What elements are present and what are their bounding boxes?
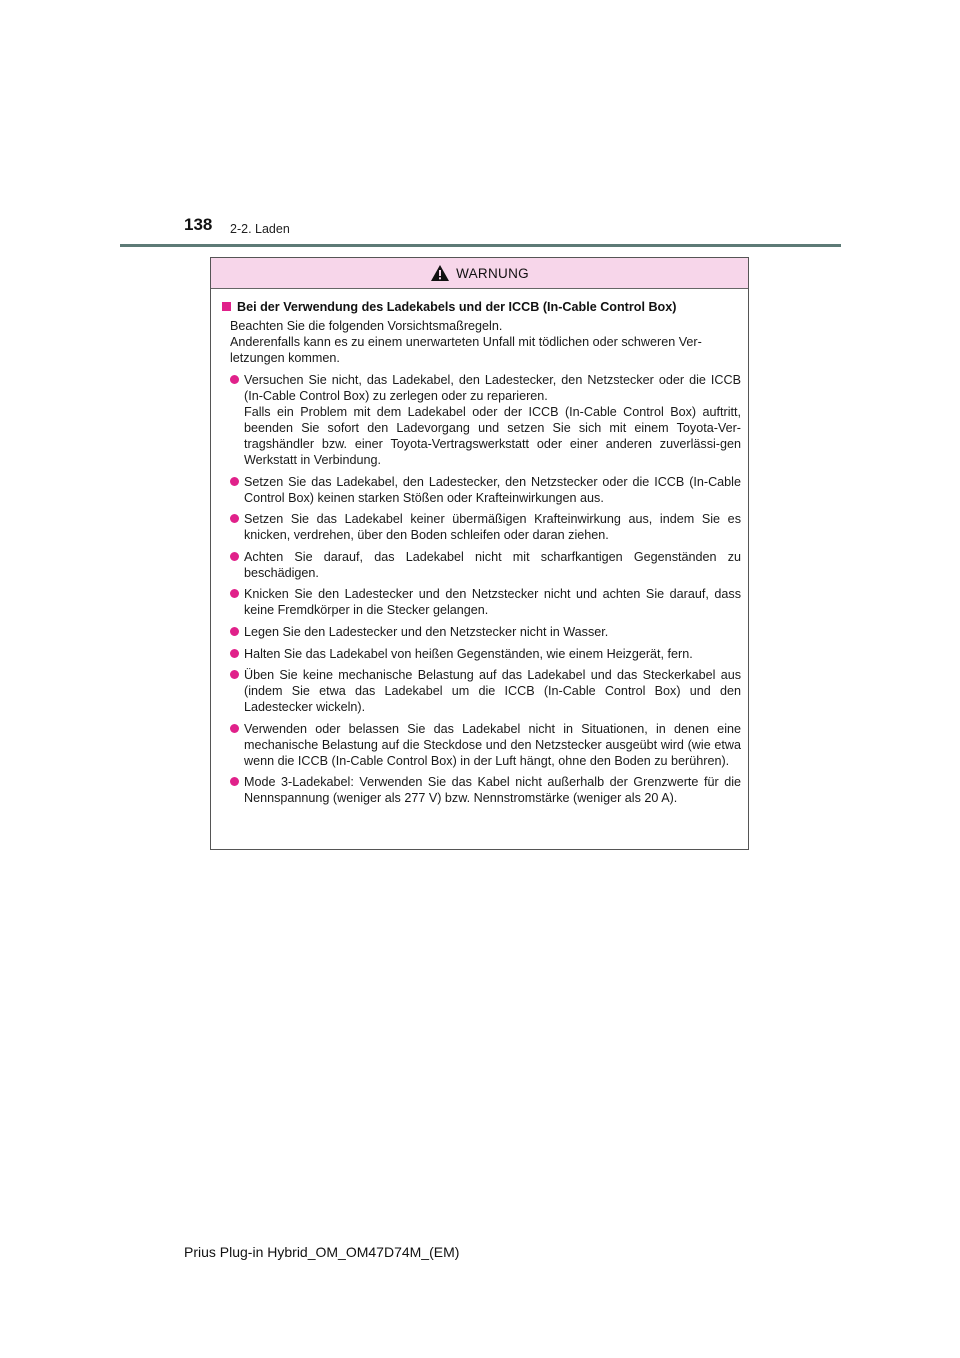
list-item-text: Knicken Sie den Ladestecker und den Netzstecker nicht und achten Sie darauf, dass keine Fremdkörper in die Stecker gelangen. [244,587,741,618]
intro-line: Anderenfalls kann es zu einem unerwarteten Unfall mit tödlichen oder schweren Ver-letzungen kommen. [230,335,702,365]
page-number: 138 [184,215,213,234]
bullet-dot-icon [230,649,239,658]
warning-box [210,257,749,850]
list-item-text: Halten Sie das Ladekabel von heißen Gegenständen, wie einem Heizgerät, fern. [244,646,693,661]
list-item-text: Verwenden oder belassen Sie das Ladekabel nicht in Situationen, in denen eine mechanische Belastung auf die Steckdose und den Netzstecker ausgeübt wird (wie etwa wenn die ICCB (In-Cable Control Box) in der Luft hängt, ohne den Boden zu berühren). [244,721,741,768]
header-rule [120,244,841,247]
list-item [230,549,741,581]
bullet-dot-icon [230,589,239,598]
footer-doc-id: Prius Plug-in Hybrid_OM_OM47D74M_(EM) [184,1244,460,1260]
square-bullet-icon [222,302,231,311]
warning-triangle-icon [430,264,450,282]
list-item [230,474,741,506]
list-item [230,667,741,715]
list-item [230,721,741,769]
bullet-dot-icon [230,627,239,636]
warning-heading-text: Bei der Verwendung des Ladekabels und der ICCB (In-Cable Control Box) [237,300,677,314]
list-item [230,372,741,468]
section-title: 2-2. Laden [230,222,290,236]
warning-body [211,289,748,806]
bullet-dot-icon [230,552,239,561]
bullet-dot-icon [230,777,239,786]
list-item-text: Mode 3-Ladekabel: Verwenden Sie das Kabel nicht außerhalb der Grenzwerte für die Nennspannung (weniger als 277 V) bzw. Nennstromstärke (weniger als 20 A). [244,775,741,806]
list-item [230,774,741,806]
list-item [230,646,741,662]
warning-header [211,258,748,289]
bullet-dot-icon [230,514,239,523]
intro-line: Beachten Sie die folgenden Vorsichtsmaßregeln. [230,319,503,333]
warning-title: WARNUNG [456,265,529,281]
warning-heading [219,299,741,315]
list-item-text: Setzen Sie das Ladekabel, den Ladestecker, den Netzstecker oder die ICCB (In-Cable Control Box) keinen starken Stößen oder Krafteinwirkungen aus. [244,474,741,505]
warning-intro [219,318,741,366]
bullet-dot-icon [230,724,239,733]
list-item-text: Legen Sie den Ladestecker und den Netzstecker nicht in Wasser. [244,624,609,639]
list-item-text: Versuchen Sie nicht, das Ladekabel, den Ladestecker, den Netzstecker oder die ICCB (In-Cable Control Box) zu zerlegen oder zu reparieren. [244,373,741,403]
list-item-text: Achten Sie darauf, das Ladekabel nicht mit scharfkantigen Gegenständen zu beschädigen. [244,549,741,580]
warning-list [219,372,741,806]
list-item-text: Üben Sie keine mechanische Belastung auf das Ladekabel und das Steckerkabel aus (indem Sie etwa das Ladekabel um die ICCB (In-Cable Control Box) und den Ladestecker wickeln). [244,668,741,715]
bullet-dot-icon [230,670,239,679]
list-item [230,511,741,543]
bullet-dot-icon [230,477,239,486]
bullet-dot-icon [230,375,239,384]
list-item-text: Falls ein Problem mit dem Ladekabel oder der ICCB (In-Cable Control Box) auftritt, beenden Sie sofort den Ladevorgang und setzen Sie sich mit einem Toyota-Ver-tragshändler bzw. einer Toyota-Vertragswerkstatt oder einer anderen zuverlässi-gen Werkstatt in Verbindung. [244,405,741,467]
list-item-text: Setzen Sie das Ladekabel keiner übermäßigen Krafteinwirkung aus, indem Sie es knicken, verdrehen, über den Boden schleifen oder daran ziehen. [244,512,741,543]
list-item [230,624,741,640]
list-item [230,586,741,618]
